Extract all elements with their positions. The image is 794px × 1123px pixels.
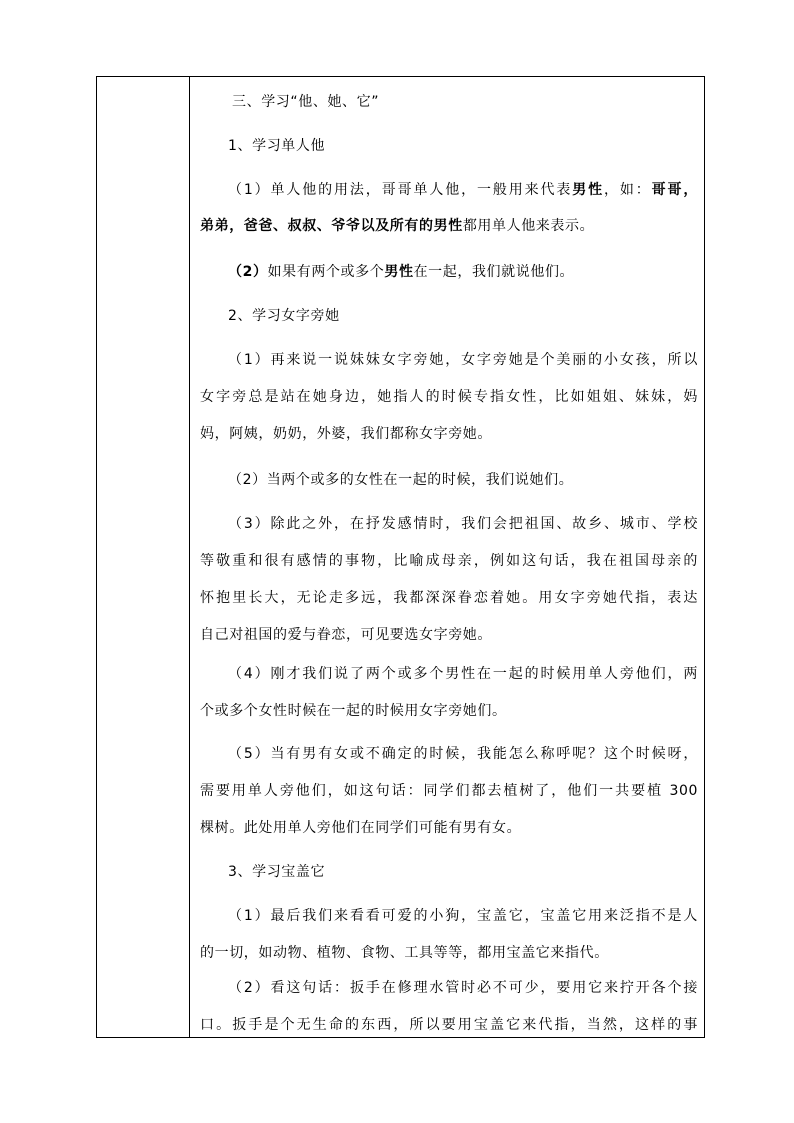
lesson-table [96, 76, 705, 1038]
paragraph-line: 怀抱里长大，无论走多远，我都深深眷恋着她。用女字旁她代指，表达 [200, 590, 698, 606]
text-span: 在一起，我们就说他们。 [413, 264, 575, 280]
text-span: ，如： [603, 182, 652, 198]
bold-span: 男性 [572, 182, 604, 198]
paragraph-line: 妈，阿姨，奶奶，外婆，我们都称女字旁她。 [200, 426, 492, 442]
paragraph-line: （5）当有男有女或不确定的时候，我能怎么称呼呢？这个时候呀， [228, 746, 698, 762]
section-2-paragraph-4 [200, 661, 698, 724]
main-heading: 三、学习“他、她、它” [232, 94, 380, 110]
paragraph-line: 等敬重和很有感情的事物，比喻成母亲，例如这句话，我在祖国母亲的 [200, 553, 698, 569]
paragraph-line: （2）看这句话：扳手在修理水管时必不可少，要用它来拧开各个接 [228, 980, 698, 996]
bold-span: 哥哥， [651, 182, 698, 198]
text-span: 如果有两个或多个 [267, 264, 385, 280]
section-1-paragraph-1 [200, 177, 698, 239]
paragraph-line: 口。扳手是个无生命的东西，所以要用宝盖它来代指，当然，这样的事 [200, 1017, 698, 1033]
section-2-paragraph-3 [200, 511, 698, 648]
text-span: 都用单人他来表示。 [462, 218, 595, 234]
paragraph-line: （3）除此之外，在抒发感情时，我们会把祖国、故乡、城市、学校 [228, 516, 698, 532]
paragraph-line: （1）再来说一说妹妹女字旁她，女字旁她是个美丽的小女孩，所以 [228, 352, 698, 368]
section-2-paragraph-5 [200, 741, 698, 841]
section-3-heading: 3、学习宝盖它 [228, 864, 326, 880]
bold-span: 男性 [384, 264, 414, 280]
section-2-paragraph-1 [200, 347, 698, 447]
paragraph-line: 棵树。此处用单人旁他们在同学们可能有男有女。 [200, 820, 522, 836]
text-span: 单人他的用法，哥哥单人他，一般用来代表 [270, 182, 573, 198]
paragraph-line: 的一切，如动物、植物、食物、工具等等，都用宝盖它来指代。 [200, 945, 609, 961]
paragraph-line: （4）刚才我们说了两个或多个男性在一起的时候用单人旁他们，两 [228, 666, 698, 682]
section-2-heading: 2、学习女字旁她 [228, 308, 340, 324]
section-1-paragraph-2 [200, 259, 698, 285]
item-number: （2） [228, 264, 268, 280]
paragraph-line: 自己对祖国的爱与眷恋，可见要选女字旁她。 [200, 627, 492, 643]
bold-span: 弟弟，爸爸、叔叔、爷爷以及所有的男性 [200, 218, 463, 234]
section-1-heading: 1、学习单人他 [228, 138, 326, 154]
paragraph-line [200, 213, 698, 239]
paragraph-line [200, 177, 698, 203]
paragraph-line: 女字旁总是站在她身边，她指人的时候专指女性，比如姐姐、妹妹，妈 [200, 389, 698, 405]
section-3-paragraph-1 [200, 903, 698, 966]
section-3-paragraph-2 [200, 975, 698, 1038]
item-number: （1） [228, 182, 271, 198]
column-divider [189, 77, 190, 1037]
paragraph-line: 需要用单人旁他们，如这句话：同学们都去植树了，他们一共要植 300 [200, 783, 698, 799]
paragraph-line: 个或多个女性时候在一起的时候用女字旁她们。 [200, 703, 507, 719]
paragraph-line: （1）最后我们来看看可爱的小狗，宝盖它，宝盖它用来泛指不是人 [228, 908, 698, 924]
section-2-paragraph-2: （2）当两个或多的女性在一起的时候，我们说她们。 [228, 472, 574, 488]
